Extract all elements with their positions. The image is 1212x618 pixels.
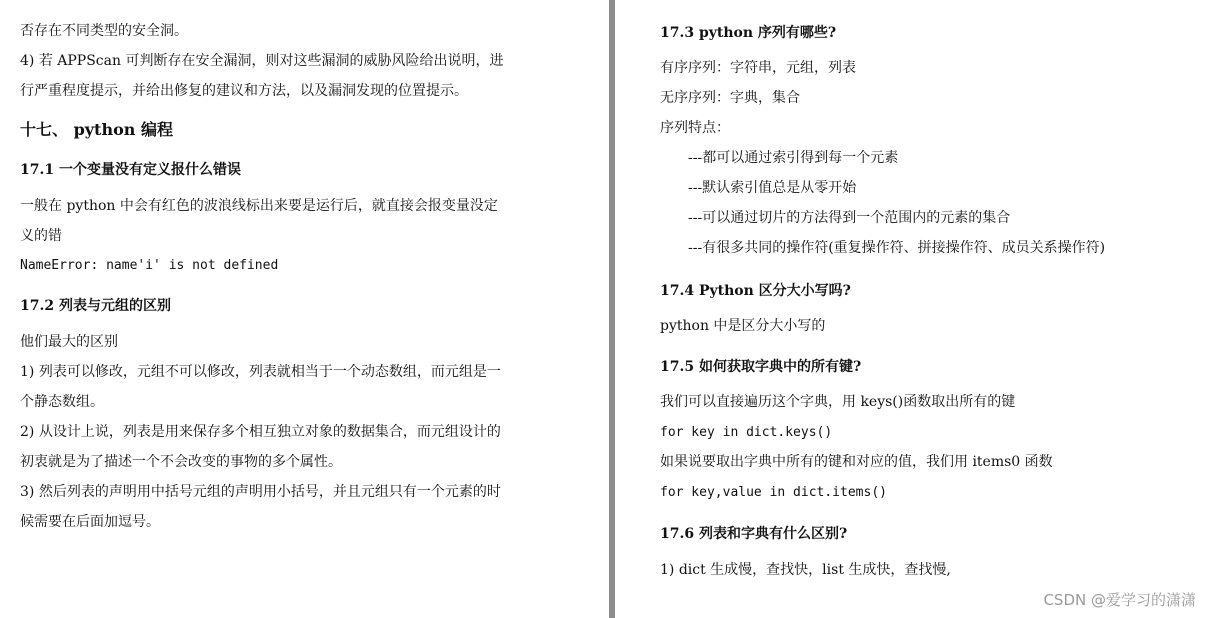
left-page: [0, 0, 605, 618]
code-17-5-keys: for key in dict.keys(): [660, 425, 833, 440]
paragraph-17-2-intro: 他们最大的区别: [20, 334, 118, 350]
csdn-watermark: CSDN @爱学习的潇潇: [1043, 591, 1196, 609]
paragraph-unordered-sequences: 无序序列：字典，集合: [660, 90, 800, 106]
heading-17-5: 17.5 如何获取字典中的所有键?: [660, 359, 862, 375]
paragraph-17-1-line-1: 一般在 python 中会有红色的波浪线标出来要是运行后，就直接会报变量没定: [20, 198, 498, 214]
page-divider: [609, 0, 615, 618]
code-17-1: NameError: name'i' is not defined: [20, 258, 279, 273]
heading-17-4: 17.4 Python 区分大小写吗?: [660, 283, 851, 299]
feature-item-3: ---可以通过切片的方法得到一个范围内的元素的集合: [688, 210, 1011, 226]
paragraph-4-line-2: 行严重程度提示，并给出修复的建议和方法，以及漏洞发现的位置提示。: [20, 83, 468, 99]
paragraph-17-2-2-line-1: 2) 从设计上说，列表是用来保存多个相互独立对象的数据集合，而元组设计的: [20, 424, 501, 440]
section-heading: 十七、 python 编程: [20, 120, 173, 139]
heading-17-3: 17.3 python 序列有哪些?: [660, 25, 837, 41]
paragraph-17-5-line-2: 如果说要取出字典中所有的键和对应的值，我们用 items0 函数: [660, 454, 1053, 470]
paragraph-17-2-2-line-2: 初衷就是为了描述一个不会改变的事物的多个属性。: [20, 454, 342, 470]
paragraph-17-1-line-2: 义的错: [20, 228, 62, 244]
paragraph-17-6: 1) dict 生成慢，查找快，list 生成快，查找慢,: [660, 562, 951, 578]
paragraph-ordered-sequences: 有序序列：字符串，元组，列表: [660, 60, 856, 76]
code-17-5-items: for key,value in dict.items(): [660, 485, 887, 500]
right-page: [619, 0, 1212, 618]
feature-item-1: ---都可以通过索引得到每一个元素: [688, 150, 899, 166]
feature-item-4: ---有很多共同的操作符(重复操作符、拼接操作符、成员关系操作符): [688, 240, 1106, 256]
paragraph-17-2-3-line-1: 3) 然后列表的声明用中括号元组的声明用小括号，并且元组只有一个元素的时: [20, 484, 501, 500]
heading-17-1: 17.1 一个变量没有定义报什么错误: [20, 162, 241, 178]
paragraph-17-2-3-line-2: 候需要在后面加逗号。: [20, 514, 160, 530]
paragraph-continuation: 否存在不同类型的安全洞。: [20, 23, 188, 39]
paragraph-17-2-1-line-2: 个静态数组。: [20, 394, 104, 410]
paragraph-17-5-line-1: 我们可以直接遍历这个字典，用 keys()函数取出所有的键: [660, 394, 1016, 410]
paragraph-17-4: python 中是区分大小写的: [660, 318, 826, 334]
feature-item-2: ---默认索引值总是从零开始: [688, 180, 857, 196]
paragraph-sequence-features: 序列特点：: [660, 120, 730, 136]
heading-17-6: 17.6 列表和字典有什么区别?: [660, 526, 848, 542]
paragraph-4-line-1: 4) 若 APPScan 可判断存在安全漏洞，则对这些漏洞的威胁风险给出说明，进: [20, 53, 504, 69]
paragraph-17-2-1-line-1: 1) 列表可以修改，元组不可以修改，列表就相当于一个动态数组，而元组是一: [20, 364, 501, 380]
heading-17-2: 17.2 列表与元组的区别: [20, 298, 171, 314]
